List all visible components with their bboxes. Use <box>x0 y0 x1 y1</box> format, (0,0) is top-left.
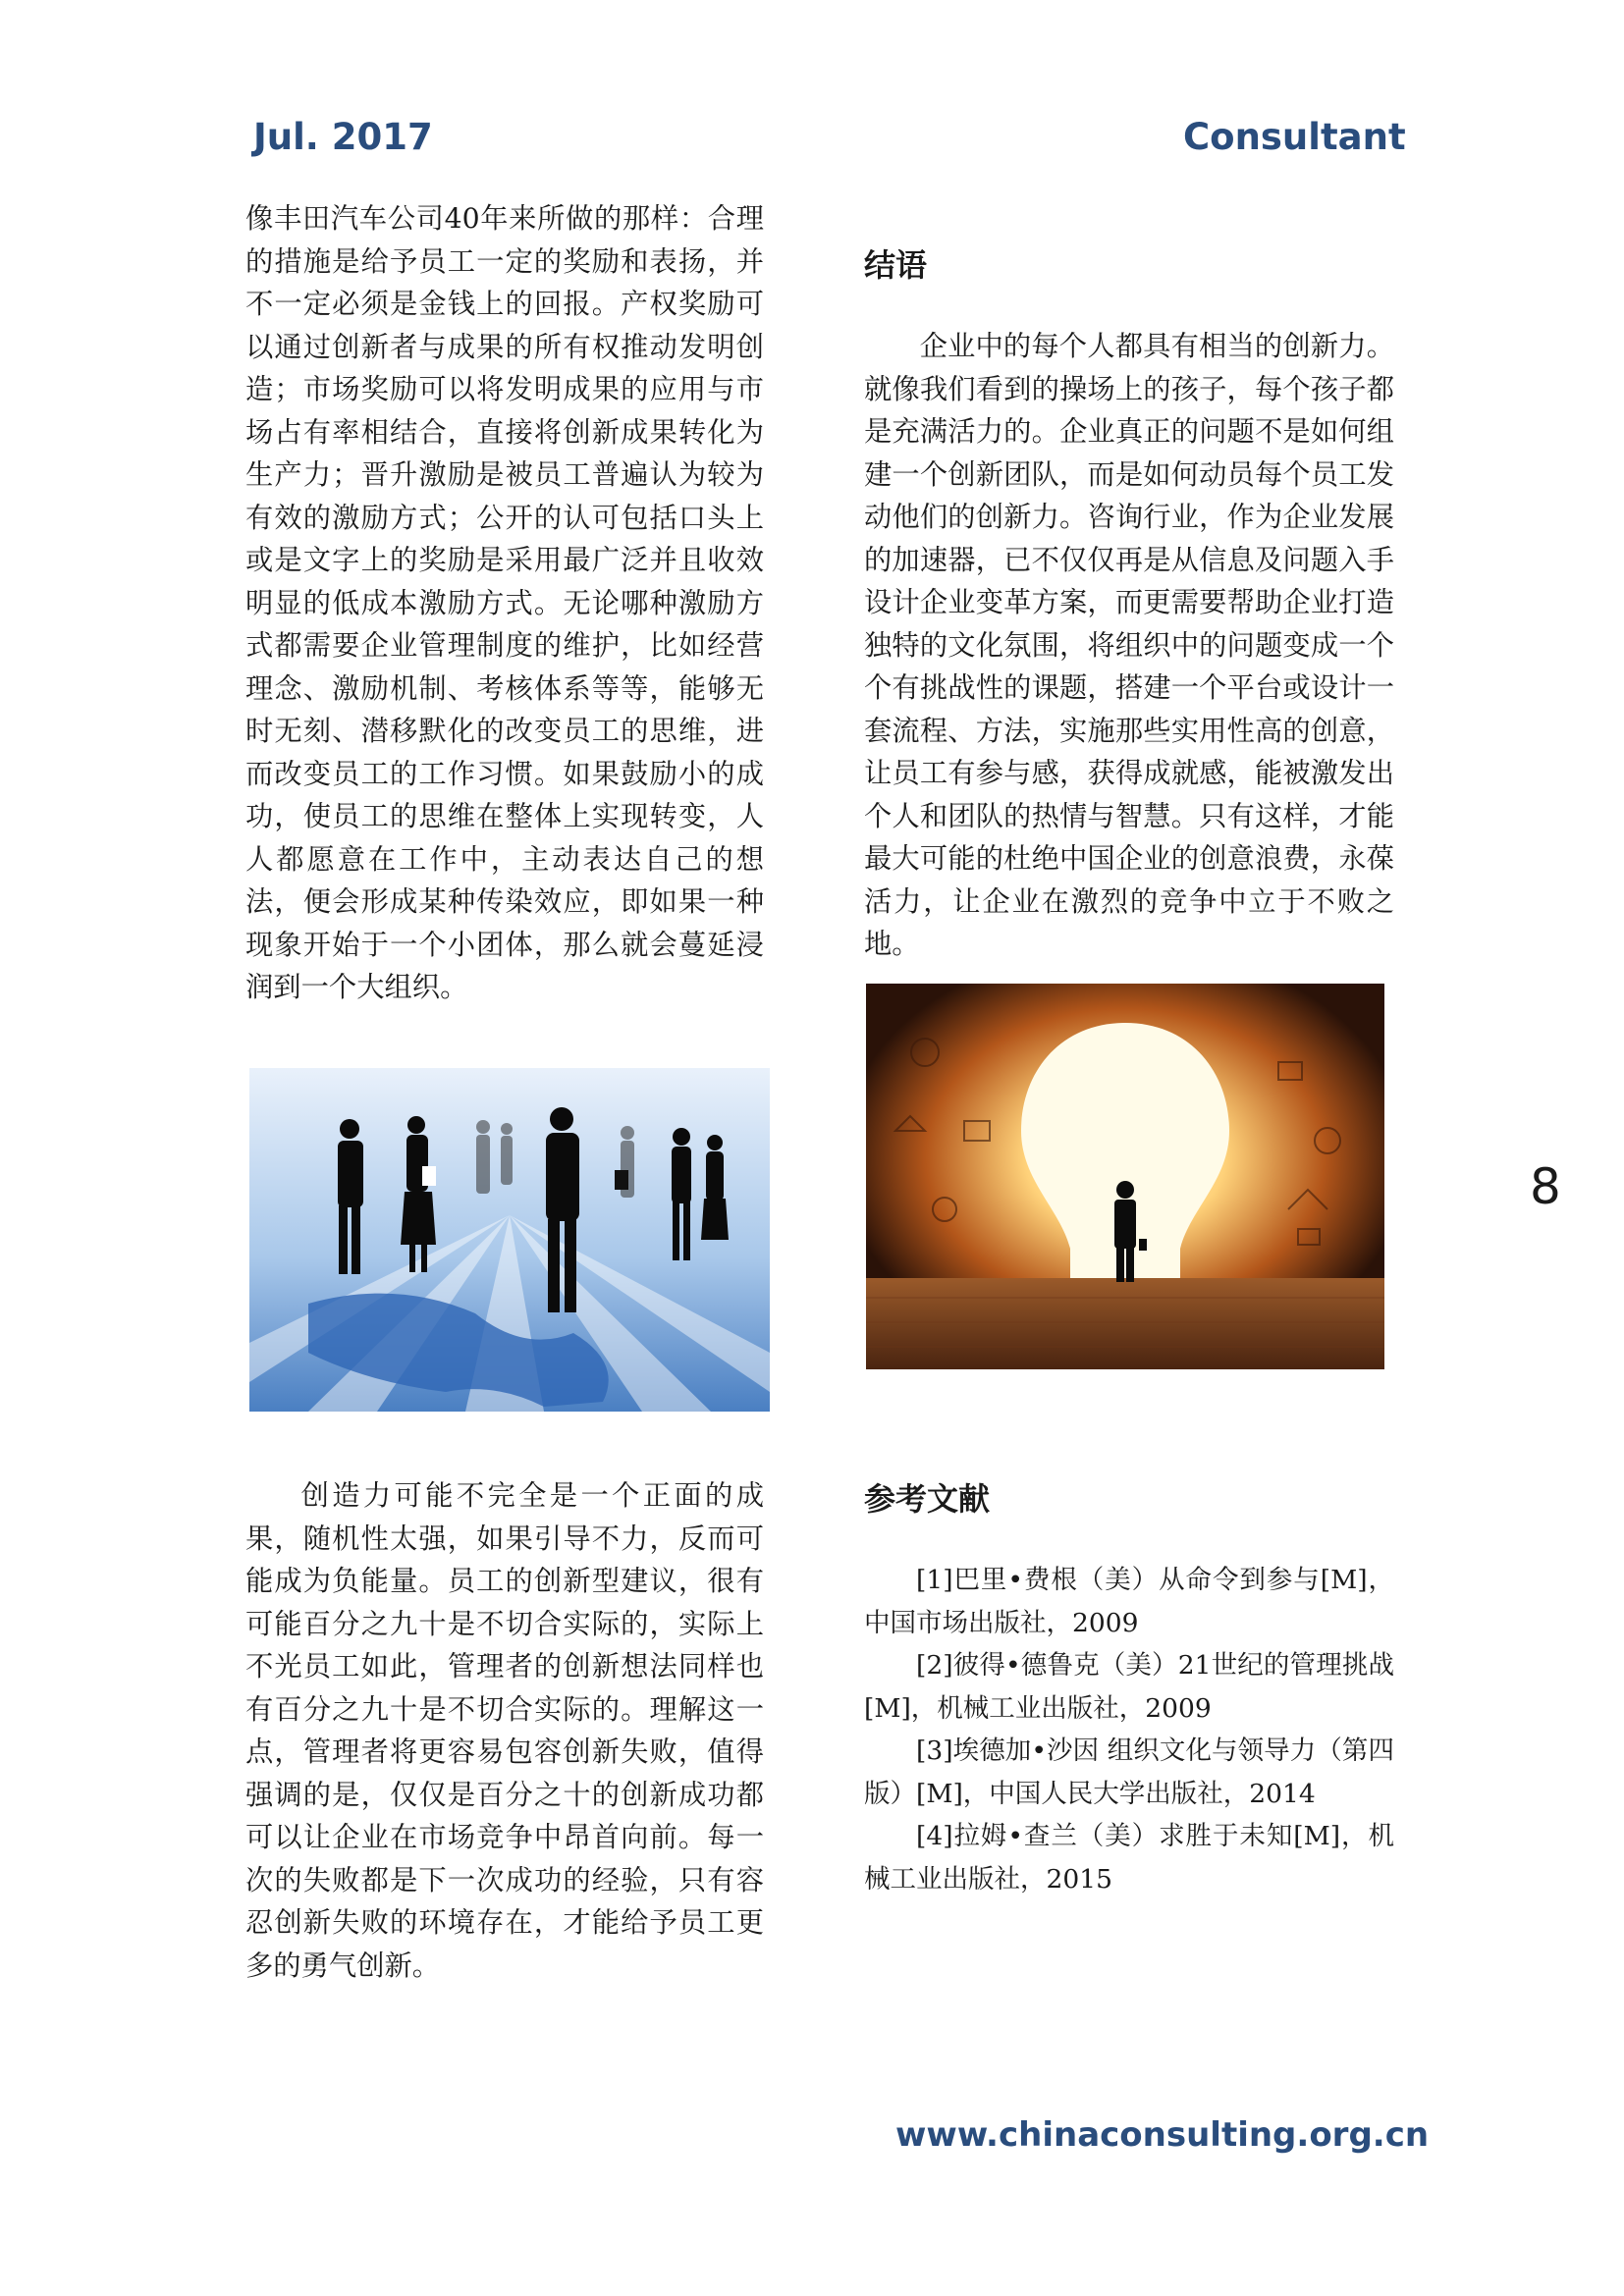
references-heading: 参考文献 <box>864 1480 991 1518</box>
magazine-name: Consultant <box>1183 116 1406 158</box>
issue-date: Jul. 2017 <box>253 116 433 158</box>
references-list <box>864 1559 1394 1900</box>
left-column-top <box>245 197 764 1009</box>
lightbulb-image <box>866 984 1384 1369</box>
reference-item: [2]彼得•德鲁克（美）21世纪的管理挑战[M]，机械工业出版社，2009 <box>864 1650 1394 1724</box>
reference-item: [4]拉姆•查兰（美）求胜于未知[M]，机械工业出版社，2015 <box>864 1821 1394 1895</box>
reference-item: [3]埃德加•沙因 组织文化与领导力（第四版）[M]，中国人民大学出版社，2014 <box>864 1735 1394 1809</box>
body-paragraph: 像丰田汽车公司40年来所做的那样：合理的措施是给予员工一定的奖励和表扬，并不一定必须是金钱上的回报。产权奖励可以通过创新者与成果的所有权推动发明创造；市场奖励可以将发明成果的应用与市场占有率相结合，直接将创新成果转化为生产力；晋升激励是被员工普遍认为较为有效的激励方式；公开的认可包括口头上或是文字上的奖励是采用最广泛并且收效明显的低成本激励方式。无论哪种激励方式都需要企业管理制度的维护，比如经营理念、激励机制、考核体系等等，能够无时无刻、潜移默化的改变员工的思维，进而改变员工的工作习惯。如果鼓励小的成功，使员工的思维在整体上实现转变，人人都愿意在工作中，主动表达自己的想法，便会形成某种传染效应，即如果一种现象开始于一个小团体，那么就会蔓延浸润到一个大组织。 <box>245 202 764 1003</box>
page-number: 8 <box>1530 1158 1561 1215</box>
conclusion-paragraph: 企业中的每个人都具有相当的创新力。就像我们看到的操场上的孩子，每个孩子都是充满活力的。企业真正的问题不是如何组建一个创新团队，而是如何动员每个员工发动他们的创新力。咨询行业，作为企业发展的加速器，已不仅仅再是从信息及问题入手设计企业变革方案，而更需要帮助企业打造独特的文化氛围，将组织中的问题变成一个个有挑战性的课题，搭建一个平台或设计一套流程、方法，实施那些实用性高的创意，让员工有参与感，获得成就感，能被激发出个人和团队的热情与智慧。只有这样，才能最大可能的杜绝中国企业的创意浪费，永葆活力，让企业在激烈的竞争中立于不败之地。 <box>864 330 1394 960</box>
body-paragraph: 创造力可能不完全是一个正面的成果，随机性太强，如果引导不力，反而可能成为负能量。员工的创新型建议，很有可能百分之九十是不切合实际的，实际上不光员工如此，管理者的创新想法同样也有百分之九十是不切合实际的。理解这一点，管理者将更容易包容创新失败，值得强调的是，仅仅是百分之十的创新成功都可以让企业在市场竞争中昂首向前。每一次的失败都是下一次成功的经验，只有容忍创新失败的环境存在，才能给予员工更多的勇气创新。 <box>245 1479 764 1982</box>
business-people-image <box>249 1068 770 1412</box>
reference-item: [1]巴里•费根（美）从命令到参与[M]，中国市场出版社，2009 <box>864 1565 1394 1638</box>
footer-url[interactable]: www.chinaconsulting.org.cn <box>895 2115 1430 2155</box>
conclusion-section <box>864 325 1394 966</box>
left-column-bottom <box>245 1474 764 1987</box>
conclusion-heading: 结语 <box>864 246 928 284</box>
